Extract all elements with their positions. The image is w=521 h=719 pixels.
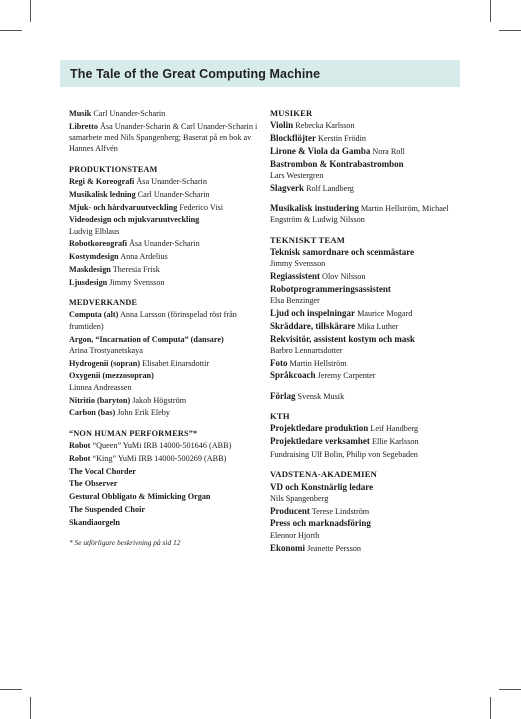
credit-entry	[69, 309, 264, 332]
credit-name: Fundraising Ulf Bolin, Philip von Segebaden	[270, 449, 418, 459]
credit-entry	[69, 264, 264, 275]
credit-entry	[270, 518, 465, 541]
credit-name: Leif Handberg	[370, 424, 419, 434]
credit-name: Jimmy Svensson	[270, 259, 326, 269]
credit-entry	[270, 308, 465, 319]
credit-entry	[69, 202, 264, 213]
credit-role: Ekonomi	[270, 542, 306, 553]
credit-role: The Suspended Choir	[69, 504, 145, 514]
credit-name: Linnea Andreassen	[69, 382, 132, 392]
credit-name: Federico Visi	[179, 202, 224, 212]
credit-entry	[69, 478, 264, 489]
credit-name: Anna Ardelius	[120, 252, 168, 262]
credit-entry	[270, 133, 465, 144]
crop-mark	[0, 689, 22, 690]
credit-name: Jeanette Persson	[307, 543, 361, 553]
credit-role: Ljusdesign	[69, 277, 108, 287]
credit-entry	[69, 370, 264, 393]
credit-name: Eleonor Hjorth	[270, 530, 320, 540]
credit-entry	[270, 449, 465, 460]
credit-role: Skandiaorgeln	[69, 517, 120, 527]
credit-entry	[69, 277, 264, 288]
credit-section	[270, 203, 465, 226]
credit-entry	[270, 247, 465, 270]
crop-mark	[0, 30, 22, 31]
credit-role: Förlag	[270, 390, 296, 401]
credit-name: Åsa Unander-Scharin	[136, 176, 207, 186]
credit-entry	[69, 334, 264, 357]
credit-role: The Vocal Chorder	[69, 466, 136, 476]
section-heading: PRODUKTIONSTEAM	[69, 164, 158, 174]
credit-name: Maurice Mogard	[357, 308, 413, 318]
credit-entry	[69, 440, 264, 451]
credit-role: Lirone & Viola da Gamba	[270, 145, 371, 156]
section-heading: KTH	[270, 411, 290, 422]
credit-name: Theresia Frisk	[112, 265, 160, 275]
credit-role: Ljud och inspelningar	[270, 307, 356, 318]
credit-name: Elisabet Einarsdottir	[142, 358, 210, 368]
credit-role: Rekvisitör, assistent kostym och mask	[270, 333, 415, 344]
credit-entry	[270, 370, 465, 381]
credit-entry	[69, 504, 264, 515]
section-heading: TEKNISKT TEAM	[270, 234, 346, 245]
credit-name: “Queen” YuMi IRB 14000-501646 (ABB)	[92, 440, 232, 450]
crop-mark	[499, 30, 521, 31]
credit-name: Jimmy Svensson	[109, 277, 165, 287]
credit-section	[270, 411, 465, 460]
credit-entry	[270, 120, 465, 131]
credit-entry	[270, 321, 465, 332]
credit-entry	[270, 506, 465, 517]
credits-left-column	[69, 108, 264, 548]
credit-name: Anna Larsson (förinspelad röst från framtiden)	[69, 310, 237, 331]
credit-role: Teknisk samordnare och scenmästare	[270, 246, 415, 257]
credit-entry	[69, 395, 264, 406]
credit-role: Skräddare, tillskärare	[270, 320, 356, 331]
credit-section	[69, 108, 264, 155]
credit-name: “King” YuMi IRB 14000-500269 (ABB)	[92, 453, 227, 463]
credit-name: Olov Nilsson	[322, 272, 366, 282]
credit-entry	[270, 183, 465, 194]
credit-role: Bastrombon & Kontrabastrombon	[270, 158, 404, 169]
credit-section	[270, 391, 465, 402]
credit-name: Svensk Musik	[297, 391, 345, 401]
credit-role: VD och Konstnärlig ledare	[270, 481, 374, 492]
credit-name: Jeremy Carpenter	[317, 371, 376, 381]
credit-entry	[270, 436, 465, 447]
credit-entry	[69, 407, 264, 418]
credit-section	[270, 108, 465, 194]
credit-role: Robotprogrammeringsassistent	[270, 283, 391, 294]
credit-role: Argon, “Incarnation of Computa” (dansare)	[69, 334, 224, 344]
credit-name: Lars Westergren	[270, 170, 324, 180]
crop-mark	[30, 697, 31, 719]
credit-role: The Observer	[69, 479, 118, 489]
credit-entry	[69, 491, 264, 502]
credit-role: Videodesign och mjukvaruutveckling	[69, 215, 200, 225]
credit-name: Jakob Högström	[132, 395, 187, 405]
credit-role: Nitritio (baryton)	[69, 395, 131, 405]
credit-role: Press och marknadsföring	[270, 518, 371, 529]
credit-name: Ludvig Elblaus	[69, 226, 120, 236]
credit-role: Foto	[270, 357, 288, 368]
credit-entry	[270, 146, 465, 157]
crop-mark	[490, 697, 491, 719]
credit-name: Martin Hellström, Michael Engström & Ludwig Nilsson	[270, 204, 449, 225]
credit-section	[69, 428, 264, 528]
credit-entry	[69, 466, 264, 477]
credit-name: Carl Unander-Scharin	[137, 189, 210, 199]
credit-name: Nils Spangenberg	[270, 493, 329, 503]
credit-role: Carbon (bas)	[69, 408, 116, 418]
credit-entry	[270, 543, 465, 554]
credit-name: Mika Luther	[357, 321, 399, 331]
credit-entry	[270, 423, 465, 434]
credit-role: Robotkoreografi	[69, 239, 128, 249]
credit-name: Carl Unander-Scharin	[93, 109, 166, 118]
credit-name: Kerstin Frödin	[318, 134, 367, 144]
credit-name: Arina Trostyanetskaya	[69, 345, 143, 355]
credit-role: Hydrogenii (sopran)	[69, 358, 141, 368]
credit-role: Regi & Koreografi	[69, 176, 135, 186]
credit-entry	[69, 176, 264, 187]
credit-role: Kostymdesign	[69, 252, 119, 262]
credit-entry	[270, 271, 465, 282]
credit-name: Åsa Unander-Scharin & Carl Unander-Scharin i samarbete med Nils Spangenberg; Baserat på en bok av Hannes Alfvén	[69, 121, 258, 154]
credit-role: Gestural Obbligato & Mimicking Organ	[69, 492, 211, 502]
credit-role: Robot	[69, 440, 91, 450]
credit-entry	[69, 214, 264, 237]
credit-entry	[69, 189, 264, 200]
credit-entry	[270, 284, 465, 307]
credit-name: Åsa Unander-Scharin	[129, 239, 200, 249]
credit-name: Rebecka Karlsson	[295, 121, 355, 131]
credit-entry	[69, 238, 264, 249]
credit-role: Maskdesign	[69, 265, 111, 275]
credit-name: John Erik Eleby	[117, 408, 170, 418]
credit-entry	[270, 334, 465, 357]
credit-role: Computa (alt)	[69, 310, 119, 320]
credit-role: Musikalisk instudering	[270, 203, 359, 214]
credit-section	[69, 297, 264, 418]
credit-role: Producent	[270, 505, 310, 516]
credit-role: Projektledare produktion	[270, 423, 369, 434]
credits-right-column	[270, 108, 465, 563]
page-title: The Tale of the Great Computing Machine	[70, 67, 321, 81]
credit-entry	[69, 251, 264, 262]
credit-role: Slagverk	[270, 182, 305, 193]
credit-role: Musik	[69, 109, 92, 118]
section-heading: “NON HUMAN PERFORMERS”*	[69, 428, 198, 438]
credit-section	[69, 164, 264, 288]
credit-entry	[270, 391, 465, 402]
credit-entry	[69, 517, 264, 528]
credit-name: Nora Roll	[372, 146, 405, 156]
credit-role: Projektledare verksamhet	[270, 436, 370, 447]
credit-name: Terese Lindström	[311, 506, 370, 516]
credit-section	[270, 235, 465, 382]
title-banner	[60, 60, 460, 87]
section-heading: MEDVERKANDE	[69, 298, 138, 308]
credit-entry	[69, 121, 264, 155]
credit-role: Oxygenii (mezzosopran)	[69, 371, 154, 381]
crop-mark	[499, 689, 521, 690]
credit-entry	[270, 482, 465, 505]
credit-role: Violin	[270, 120, 294, 131]
credit-role: Libretto	[69, 121, 98, 131]
crop-mark	[490, 0, 491, 22]
credit-entry	[69, 108, 264, 119]
credit-role: Musikalisk ledning	[69, 189, 136, 199]
credit-name: Barbro Lennartsdotter	[270, 345, 343, 355]
credit-role: Mjuk- och hårdvaruutveckling	[69, 202, 178, 212]
credit-entry	[270, 159, 465, 182]
crop-mark	[30, 0, 31, 22]
section-heading: MUSIKER	[270, 108, 313, 118]
credit-entry	[69, 358, 264, 369]
credit-role: Blockflöjter	[270, 133, 316, 144]
section-heading: VADSTENA-AKADEMIEN	[270, 469, 378, 480]
credit-role: Robot	[69, 453, 91, 463]
footnote: * Se utförligare beskrivning på sid 12	[69, 538, 181, 547]
credit-role: Språkcoach	[270, 370, 316, 381]
credit-name: Martin Hellström	[289, 358, 347, 368]
credit-entry	[270, 358, 465, 369]
credit-entry	[270, 203, 465, 226]
credit-section	[270, 469, 465, 554]
credit-name: Ellie Karlsson	[371, 437, 419, 447]
credit-entry	[69, 453, 264, 464]
credit-name: Rolf Landberg	[306, 183, 354, 193]
credit-role: Regiassistent	[270, 271, 320, 282]
credit-name: Elsa Benzinger	[270, 296, 320, 306]
